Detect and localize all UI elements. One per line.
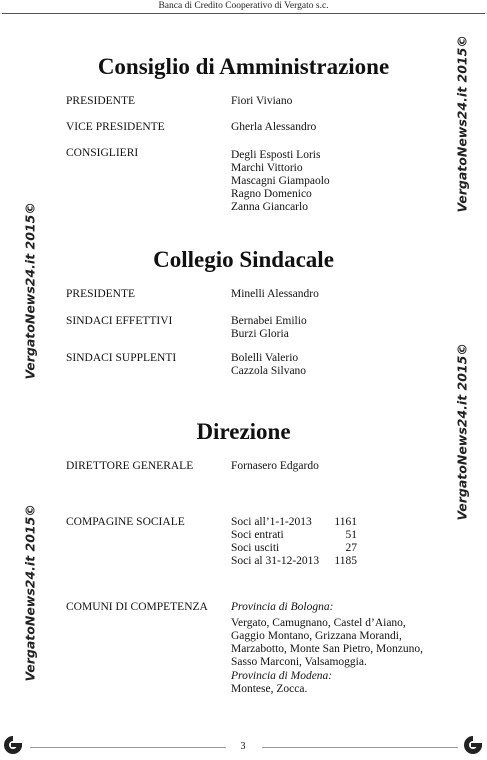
label-direttore-generale: DIRETTORE GENERALE [66,460,194,472]
sindaco-effettivo: Bernabei Emilio [231,315,307,327]
comuni-line: Vergato, Camugnano, Castel d’Aiano, [231,617,406,629]
label-consiglieri: CONSIGLIERI [66,147,139,159]
comuni-line: Gaggio Montano, Grizzana Morandi, [231,630,402,642]
label-comuni-di-competenza: COMUNI DI COMPETENZA [66,601,208,613]
value-presidente-collegio: Minelli Alessandro [231,288,319,300]
section-title-collegio: Collegio Sindacale [153,247,334,272]
provincia-bologna-label: Provincia di Bologna: [231,601,334,613]
watermark-right-bottom: VergatoNews24.it 2015© [454,343,470,521]
consigliere-name: Mascagni Giampaolo [231,175,330,187]
sindaco-supplente: Cazzola Silvano [231,365,307,377]
watermark-right-top: VergatoNews24.it 2015© [454,35,470,213]
soci-stat-label: Soci entrati [231,529,284,541]
comuni-line: Sasso Marconi, Valsamoggia. [231,656,367,668]
label-compagine-sociale: COMPAGINE SOCIALE [66,516,185,528]
value-presidente: Fiori Viviano [231,95,293,107]
value-direttore-generale: Fornasero Edgardo [231,460,319,472]
value-vice-presidente: Gherla Alessandro [231,121,317,133]
watermark-left-top: VergatoNews24.it 2015© [22,202,38,380]
comuni-line: Montese, Zocca. [231,683,308,695]
label-vice-presidente: VICE PRESIDENTE [66,121,165,133]
consigliere-name: Ragno Domenico [231,188,312,200]
soci-stat-label: Soci al 31-12-2013 [231,555,320,567]
consigliere-name: Marchi Vittorio [231,162,303,174]
label-presidente: PRESIDENTE [66,95,135,107]
watermark-left-bottom: VergatoNews24.it 2015© [22,504,38,682]
provincia-modena-label: Provincia di Modena: [231,670,333,682]
soci-stat-value: 27 [345,542,357,554]
sindaco-supplente: Bolelli Valerio [231,352,299,364]
page-number: 3 [240,741,246,752]
consigliere-name: Degli Esposti Loris [231,149,321,161]
soci-stat-value: 1185 [334,555,357,567]
consigliere-name: Zanna Giancarlo [231,201,308,213]
page-header: Banca di Credito Cooperativo di Vergato s.c. [158,1,329,11]
soci-stat-value: 1161 [334,516,357,528]
bcc-logo-right-icon [462,734,484,756]
footer-rule-right [262,747,458,748]
label-sindaci-effettivi: SINDACI EFFETTIVI [66,315,173,327]
label-sindaci-supplenti: SINDACI SUPPLENTI [66,352,177,364]
soci-stat-label: Soci all’1-1-2013 [231,516,312,528]
header-rule [2,13,485,14]
footer-rule-left [30,747,226,748]
soci-stat-value: 51 [345,529,357,541]
comuni-line: Marzabotto, Monte San Pietro, Monzuno, [231,643,423,655]
label-presidente-collegio: PRESIDENTE [66,288,135,300]
soci-stat-label: Soci usciti [231,542,280,554]
section-title-direzione: Direzione [196,419,291,444]
sindaco-effettivo: Burzi Gloria [231,328,289,340]
section-title-consiglio: Consiglio di Amministrazione [97,54,390,79]
bcc-logo-left-icon [2,734,24,756]
